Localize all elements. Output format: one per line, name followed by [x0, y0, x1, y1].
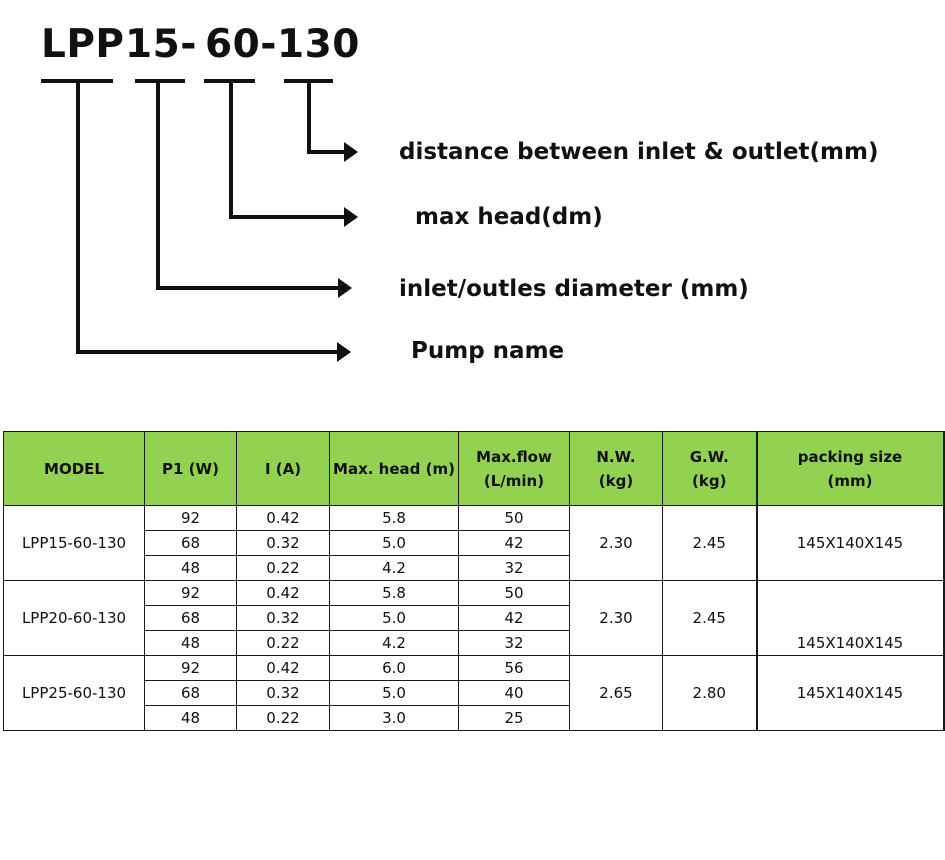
cell-head: 5.8	[330, 581, 459, 606]
table-row	[4, 506, 944, 531]
header-p1: P1 (W)	[145, 432, 237, 506]
header-net-weight	[570, 432, 663, 506]
cell-flow: 25	[459, 706, 570, 731]
code-part-diameter: 15-	[125, 22, 197, 67]
cell-flow: 32	[459, 631, 570, 656]
model-code-diagram	[0, 0, 945, 400]
cell-net-weight: 2.30	[570, 581, 663, 656]
label-diameter: inlet/outles diameter (mm)	[399, 276, 749, 302]
table-row	[4, 581, 944, 606]
label-pump-name: Pump name	[411, 338, 565, 364]
cell-current: 0.22	[237, 706, 330, 731]
header-max-flow-line2: (L/min)	[483, 471, 545, 490]
header-pack-line2: (mm)	[827, 471, 873, 490]
cell-flow: 50	[459, 581, 570, 606]
cell-p1: 68	[145, 681, 237, 706]
cell-p1: 68	[145, 531, 237, 556]
cell-head: 5.8	[330, 506, 459, 531]
cell-packing-size: 145X140X145	[757, 506, 944, 581]
cell-head: 4.2	[330, 631, 459, 656]
cell-net-weight: 2.30	[570, 506, 663, 581]
header-gw-line1: G.W.	[689, 447, 729, 466]
cell-p1: 92	[145, 581, 237, 606]
cell-gross-weight: 2.45	[663, 506, 757, 581]
header-max-head: Max. head (m)	[330, 432, 459, 506]
header-pack-line1: packing size	[797, 447, 903, 466]
cell-head: 5.0	[330, 606, 459, 631]
cell-model: LPP15-60-130	[4, 506, 145, 581]
cell-packing-size: 145X140X145	[757, 581, 944, 656]
arrow-head-icon	[344, 207, 358, 227]
cell-flow: 32	[459, 556, 570, 581]
cell-head: 4.2	[330, 556, 459, 581]
cell-model: LPP20-60-130	[4, 581, 145, 656]
cell-flow: 50	[459, 506, 570, 531]
header-gross-weight	[663, 432, 757, 506]
arrow-diameter-icon	[338, 278, 352, 298]
cell-gross-weight: 2.80	[663, 656, 757, 731]
header-nw-line2: (kg)	[598, 471, 634, 490]
cell-p1: 48	[145, 556, 237, 581]
cell-p1: 92	[145, 506, 237, 531]
cell-net-weight: 2.65	[570, 656, 663, 731]
code-part-name: LPP	[41, 22, 125, 67]
connector-diameter	[158, 83, 342, 288]
header-nw-line1: N.W.	[596, 447, 636, 466]
spec-table	[3, 431, 945, 731]
cell-model: LPP25-60-130	[4, 656, 145, 731]
cell-current: 0.32	[237, 681, 330, 706]
cell-head: 5.0	[330, 531, 459, 556]
cell-flow: 42	[459, 531, 570, 556]
arrow-name-icon	[337, 342, 351, 362]
cell-p1: 68	[145, 606, 237, 631]
cell-flow: 40	[459, 681, 570, 706]
cell-flow: 56	[459, 656, 570, 681]
cell-p1: 48	[145, 706, 237, 731]
cell-current: 0.22	[237, 556, 330, 581]
cell-head: 3.0	[330, 706, 459, 731]
cell-current: 0.42	[237, 581, 330, 606]
header-current: I (A)	[237, 432, 330, 506]
connector-distance	[309, 83, 348, 152]
cell-current: 0.42	[237, 656, 330, 681]
table-row	[4, 656, 944, 681]
cell-head: 5.0	[330, 681, 459, 706]
cell-head: 6.0	[330, 656, 459, 681]
header-max-flow	[459, 432, 570, 506]
cell-p1: 92	[145, 656, 237, 681]
label-max-head: max head(dm)	[415, 204, 603, 230]
header-packing-size	[757, 432, 944, 506]
header-max-flow-line1: Max.flow	[476, 447, 552, 466]
cell-p1: 48	[145, 631, 237, 656]
header-gw-line2: (kg)	[692, 471, 727, 490]
table-header-row	[4, 432, 944, 506]
code-part-head-distance: 60-130	[205, 22, 360, 67]
label-distance: distance between inlet & outlet(mm)	[399, 139, 879, 165]
cell-current: 0.42	[237, 506, 330, 531]
cell-flow: 42	[459, 606, 570, 631]
cell-gross-weight: 2.45	[663, 581, 757, 656]
cell-current: 0.22	[237, 631, 330, 656]
cell-current: 0.32	[237, 606, 330, 631]
arrow-distance-icon	[344, 142, 358, 162]
header-model: MODEL	[4, 432, 145, 506]
cell-packing-size: 145X140X145	[757, 656, 944, 731]
cell-current: 0.32	[237, 531, 330, 556]
